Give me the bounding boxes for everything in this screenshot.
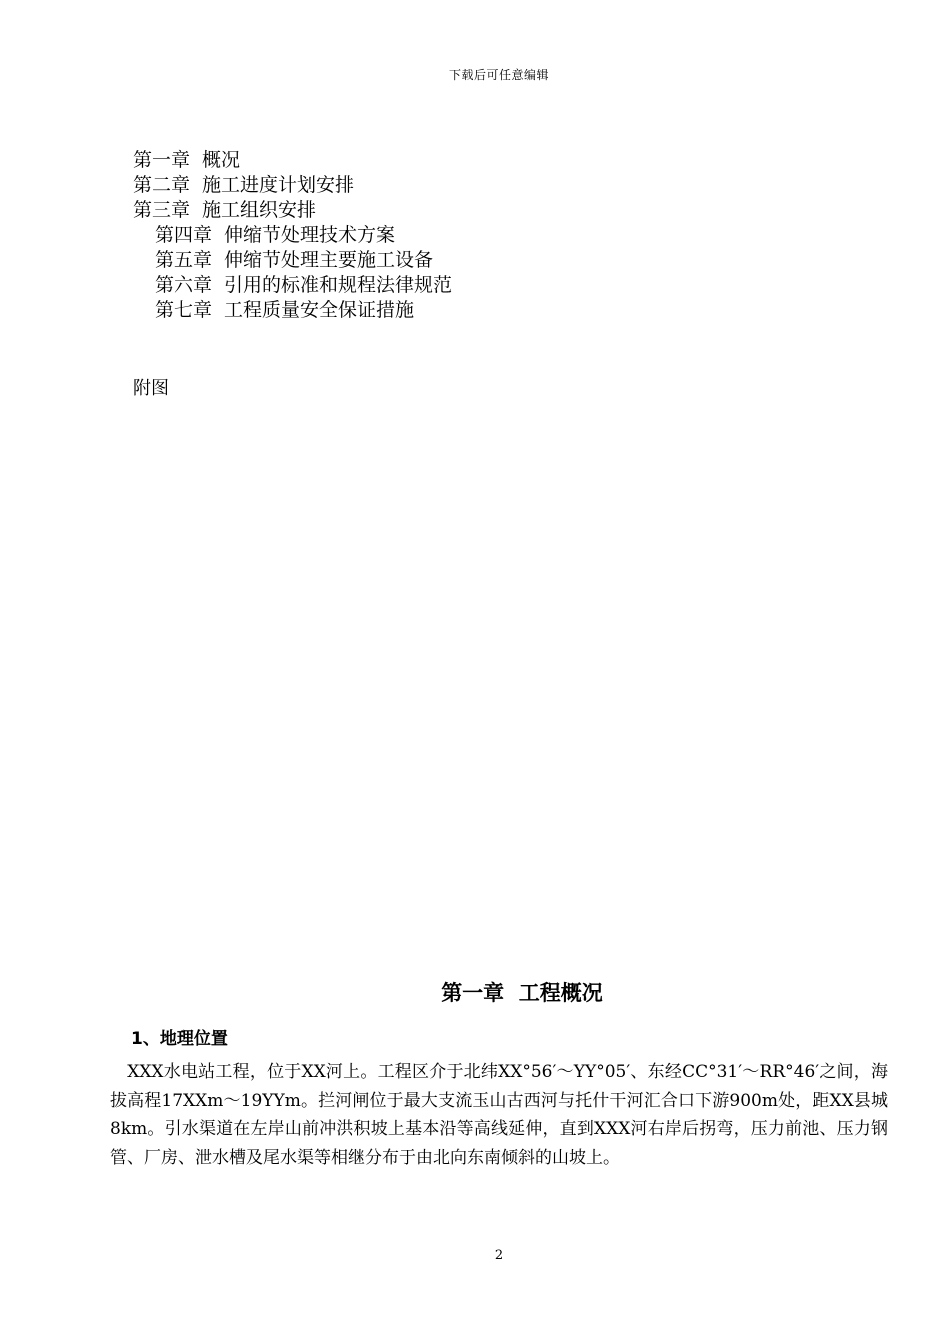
table-of-contents: [133, 148, 452, 323]
toc-item-7[interactable]: [133, 298, 452, 323]
toc-chapter-title: 施工进度计划安排: [202, 174, 355, 196]
toc-chapter-title: 工程质量安全保证措施: [224, 299, 415, 321]
chapter-heading: 第一章 工程概况: [441, 981, 603, 1005]
toc-chapter-number: 第六章: [155, 274, 213, 296]
toc-appendix[interactable]: 附图: [133, 378, 169, 399]
toc-chapter-number: 第一章: [133, 149, 191, 171]
page-header-note: 下载后可任意编辑: [448, 68, 549, 82]
page-number: 2: [494, 1248, 504, 1263]
toc-chapter-number: 第七章: [155, 299, 213, 321]
toc-chapter-title: 概况: [202, 149, 241, 171]
toc-item-5[interactable]: [133, 248, 452, 273]
toc-chapter-number: 第二章: [133, 174, 191, 196]
toc-chapter-number: 第五章: [155, 249, 213, 271]
toc-chapter-title: 施工组织安排: [202, 199, 317, 221]
toc-chapter-title: 伸缩节处理技术方案: [224, 224, 396, 246]
toc-chapter-title: 引用的标准和规程法律规范: [224, 274, 453, 296]
toc-chapter-number: 第四章: [155, 224, 213, 246]
toc-item-6[interactable]: [133, 273, 452, 298]
toc-chapter-title: 伸缩节处理主要施工设备: [224, 249, 434, 271]
toc-item-2[interactable]: [133, 173, 452, 198]
body-paragraph: XXX水电站工程，位于XX河上。工程区介于北纬XX°56′～YY°05′、东经CC°31′～RR°46′之间，海拔高程17XXm～19YYm。拦河闸位于最大支流玉山古西河与托什干河汇合口下游900m处，距XX县城8km。引水渠道在左岸山前冲洪积坡上基本沿等高线延伸，直到XXX河右岸后拐弯，压力前池、压力钢管、厂房、泄水槽及尾水渠等相继分布于由北向东南倾斜的山坡上。: [110, 1062, 888, 1168]
toc-item-3[interactable]: [133, 198, 452, 223]
toc-chapter-number: 第三章: [133, 199, 191, 221]
toc-item-1[interactable]: [133, 148, 452, 173]
toc-item-4[interactable]: [133, 223, 452, 248]
section-heading: 1、地理位置: [131, 1029, 228, 1049]
